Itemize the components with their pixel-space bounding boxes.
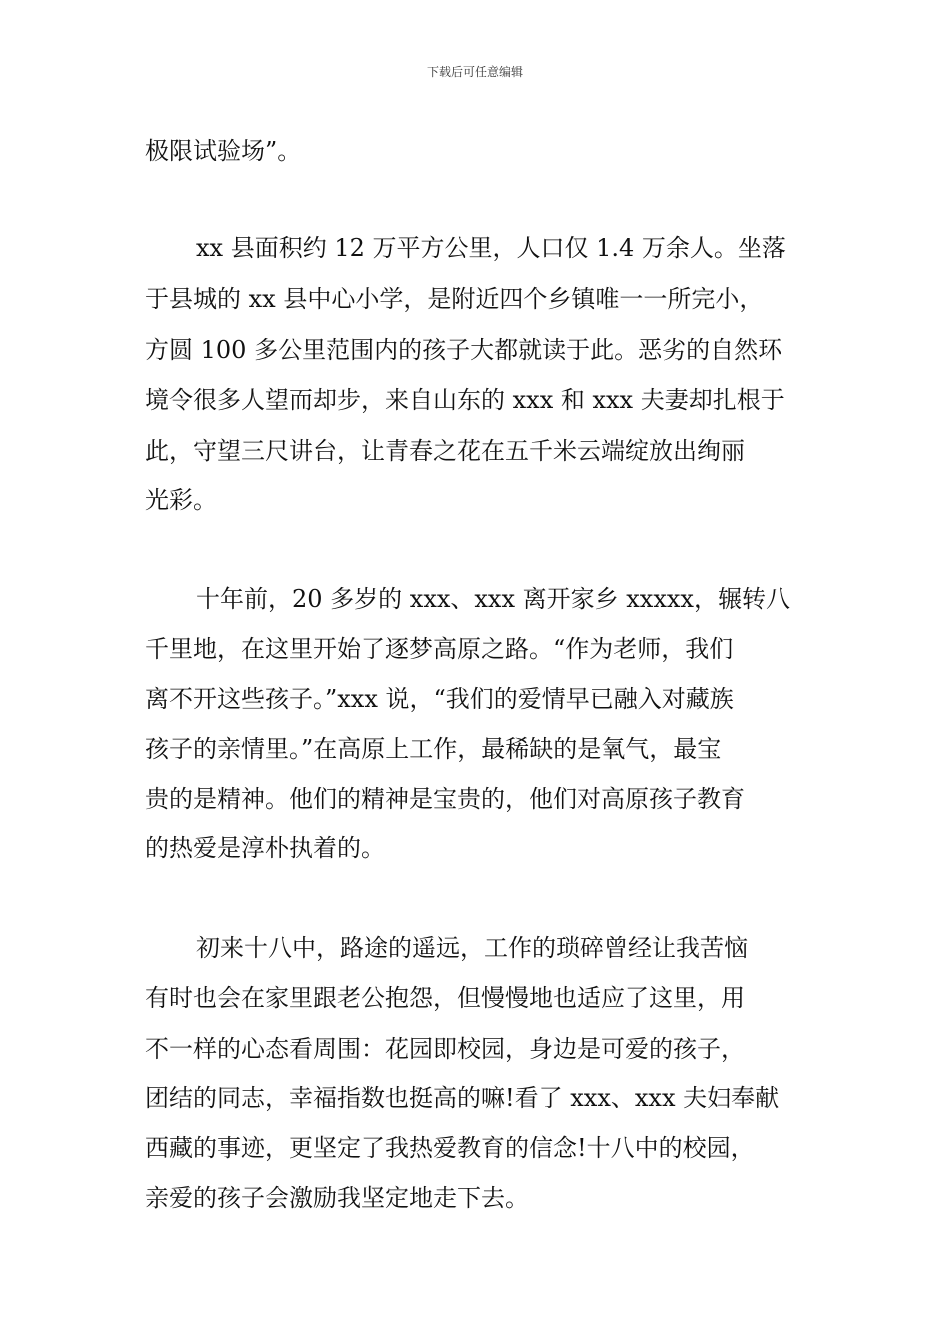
paragraph-line: 的热爱是淳朴执着的。 [145, 834, 385, 862]
paragraph-line: 境令很多人望而却步，来自山东的 xxx 和 xxx 夫妻却扎根于 [145, 386, 785, 414]
paragraph-line: 西藏的事迹，更坚定了我热爱教育的信念!十八中的校园， [145, 1134, 755, 1162]
paragraph-line: 光彩。 [145, 486, 217, 514]
paragraph-line: 亲爱的孩子会激励我坚定地走下去。 [145, 1184, 529, 1212]
paragraph-line: 团结的同志，幸福指数也挺高的嘛!看了 xxx、xxx 夫妇奉献 [145, 1084, 780, 1112]
paragraph-line: 有时也会在家里跟老公抱怨，但慢慢地也适应了这里，用 [145, 984, 745, 1012]
paragraph-line: 此，守望三尺讲台，让青春之花在五千米云端绽放出绚丽 [145, 437, 745, 465]
paragraph-line: 初来十八中，路途的遥远，工作的琐碎曾经让我苦恼 [196, 934, 748, 962]
paragraph-line: 千里地，在这里开始了逐梦高原之路。“作为老师，我们 [145, 635, 734, 663]
header-note: 下载后可任意编辑 [426, 65, 523, 79]
paragraph-line: 于县城的 xx 县中心小学，是附近四个乡镇唯一一所完小， [145, 285, 764, 313]
paragraph-line: 孩子的亲情里。”在高原上工作，最稀缺的是氧气，最宝 [145, 735, 722, 763]
paragraph-line: xx 县面积约 12 万平方公里，人口仅 1.4 万余人。坐落 [196, 234, 786, 262]
paragraph-line: 方圆 100 多公里范围内的孩子大都就读于此。恶劣的自然环 [145, 336, 783, 364]
paragraph-line: 不一样的心态看周围：花园即校园，身边是可爱的孩子， [145, 1035, 745, 1063]
paragraph-line: 十年前，20 多岁的 xxx、xxx 离开家乡 xxxxx，辗转八 [196, 585, 790, 613]
paragraph-line: 极限试验场”。 [145, 137, 302, 165]
paragraph-line: 离不开这些孩子。”xxx 说，“我们的爱情早已融入对藏族 [145, 685, 734, 713]
paragraph-line: 贵的是精神。他们的精神是宝贵的，他们对高原孩子教育 [145, 785, 745, 813]
